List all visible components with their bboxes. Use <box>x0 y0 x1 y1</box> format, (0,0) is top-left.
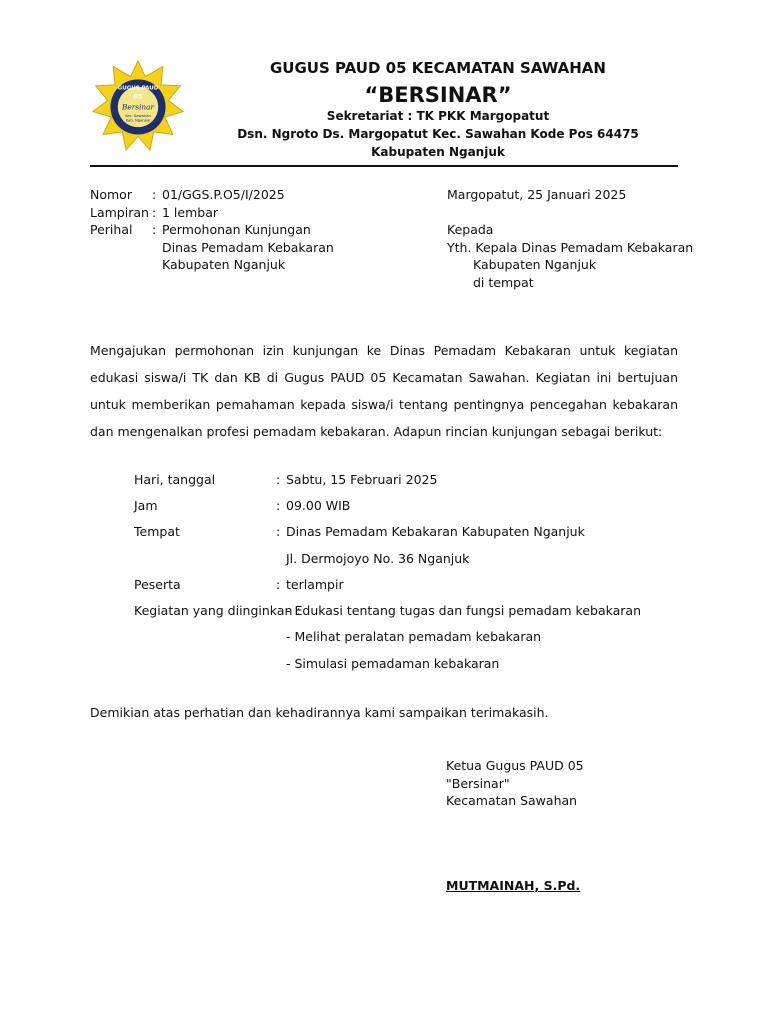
detail-label: Peserta <box>134 576 181 592</box>
lampiran-label: Lampiran <box>90 204 149 220</box>
detail-value: Jl. Dermojoyo No. 36 Nganjuk <box>286 550 470 566</box>
detail-row-activities <box>134 597 641 623</box>
logo-sub-line2: Kab. Nganjuk <box>125 118 151 123</box>
detail-colon: : <box>276 576 281 592</box>
org-city: Kabupaten Nganjuk <box>371 145 505 159</box>
detail-value: Dinas Pemadam Kebakaran Kabupaten Nganjuk <box>286 524 585 540</box>
gugus-logo <box>92 60 184 152</box>
detail-label: Hari, tanggal <box>134 471 216 487</box>
detail-value: 09.00 WIB <box>286 497 351 513</box>
logo-number: 05 <box>133 92 143 101</box>
kepada-label: Kepada <box>447 222 494 237</box>
meta-colon: : <box>152 204 157 220</box>
detail-colon: : <box>276 524 281 540</box>
letter-date: Margopatut, 25 Januari 2025 <box>447 187 627 202</box>
lampiran-value: 1 lembar <box>162 204 218 220</box>
detail-row-time <box>134 492 641 518</box>
meta-colon: : <box>152 222 157 237</box>
perihal-line: Dinas Pemadam Kebakaran <box>162 239 334 255</box>
signer-name: MUTMAINAH, S.Pd. <box>446 878 581 893</box>
signer-district: Kecamatan Sawahan <box>446 793 578 808</box>
activity-item: - Simulasi pemadaman kebakaran <box>286 655 500 671</box>
detail-row-place <box>134 519 641 545</box>
recipient-city: Kabupaten Nganjuk <box>473 257 597 272</box>
detail-row-participants <box>134 571 641 597</box>
perihal-label: Perihal <box>90 222 133 237</box>
activity-item: - Melihat peralatan pemadam kebakaran <box>286 629 542 645</box>
detail-label: Tempat <box>134 524 180 540</box>
letter-meta <box>90 186 334 274</box>
logo-sub-line1: Kec. Sawahan <box>125 114 151 119</box>
detail-label: Kegiatan yang diinginkan : <box>134 603 301 619</box>
org-address: Dsn. Ngroto Ds. Margopatut Kec. Sawahan Kode Pos 64475 <box>237 127 639 141</box>
detail-colon: : <box>276 471 281 487</box>
header-divider <box>90 165 678 167</box>
activity-item: - Edukasi tentang tugas dan fungsi pemadam kebakaran <box>286 603 641 619</box>
detail-row-address <box>134 545 641 571</box>
recipient-place: di tempat <box>473 274 534 290</box>
body-paragraph: Mengajukan permohonan izin kunjungan ke Dinas Pemadam Kebakaran untuk kegiatan edukasi siswa/i TK dan KB di Gugus PAUD 05 Kecamatan Sawahan. Kegiatan ini bertujuan untuk memberikan pemahaman kepada siswa/i tentang pentingnya pencegahan kebakaran dan mengenalkan profesi pemadam kebakaran. Adapun rincian kunjungan sebagai berikut: <box>90 343 678 439</box>
org-nickname: “BERSINAR” <box>364 83 512 107</box>
org-secretariat: Sekretariat : TK PKK Margopatut <box>326 109 550 123</box>
meta-colon: : <box>152 187 157 202</box>
logo-top-text: GUGUS PAUD <box>117 85 159 92</box>
recipient-title: Yth. Kepala Dinas Pemadam Kebakaran <box>447 239 694 255</box>
detail-value: terlampir <box>286 576 344 592</box>
perihal-line: Kabupaten Nganjuk <box>162 257 286 272</box>
meta-nomor-row <box>90 186 334 204</box>
detail-label: Jam <box>134 497 158 513</box>
nomor-label: Nomor <box>90 187 132 202</box>
org-name: GUGUS PAUD 05 KECAMATAN SAWAHAN <box>270 59 606 77</box>
signer-title: Ketua Gugus PAUD 05 <box>446 758 584 773</box>
logo-script: Bersinar <box>121 102 155 112</box>
detail-row-date <box>134 466 641 492</box>
perihal-line: Permohonan Kunjungan <box>162 222 311 237</box>
meta-perihal-row <box>90 221 334 274</box>
recipient-block <box>447 186 693 291</box>
detail-value: Sabtu, 15 Februari 2025 <box>286 471 438 487</box>
closing-sentence: Demikian atas perhatian dan kehadirannya kami sampaikan terimakasih. <box>90 705 549 720</box>
visit-details <box>134 466 641 676</box>
detail-colon: : <box>276 497 281 513</box>
signature-block <box>446 757 584 810</box>
detail-row-activities <box>134 650 641 676</box>
detail-row-activities <box>134 624 641 650</box>
signer-org: "Bersinar" <box>446 775 510 791</box>
meta-lampiran-row <box>90 204 334 222</box>
perihal-value <box>162 221 334 274</box>
nomor-value: 01/GGS.P.O5/I/2025 <box>162 187 285 202</box>
